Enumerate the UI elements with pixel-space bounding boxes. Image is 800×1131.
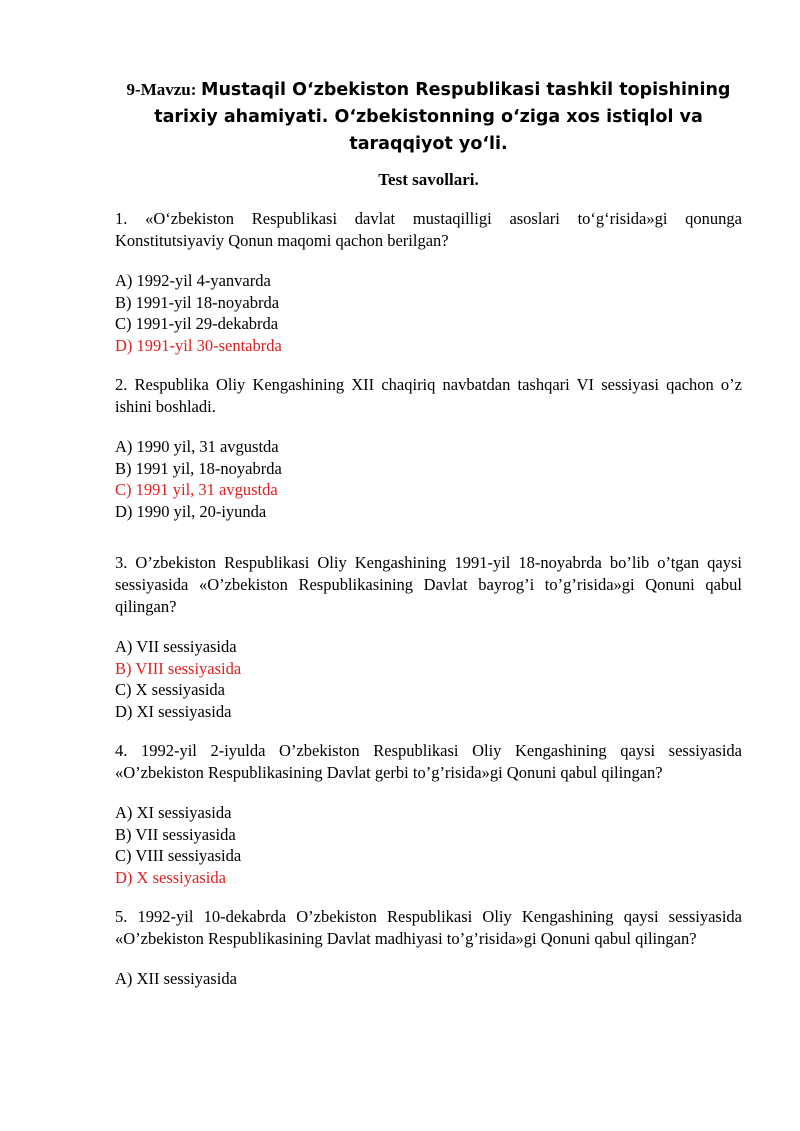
question-text: 1. «O‘zbekiston Respublikasi davlat mustaqilligi asoslari to‘g‘risida»gi qonunga Konstitutsiyaviy Qonun maqomi qachon berilgan?: [115, 209, 742, 250]
answer-options: [115, 636, 742, 722]
answer-option: D) 1990 yil, 20-iyunda: [115, 501, 267, 521]
correct-answer-option: C) 1991 yil, 31 avgustda: [115, 480, 278, 499]
question-text: 4. 1992-yil 2-iyulda O’zbekiston Respublikasi Oliy Kengashining qaysi sessiyasida «O’zbekiston Respublikasining Davlat gerbi to’g’risida»gi Qonuni qabul qilingan?: [115, 741, 742, 782]
question-list: [115, 208, 742, 990]
title-prefix: 9-Mavzu:: [126, 80, 197, 99]
answer-options: [115, 802, 742, 888]
title-text: Mustaqil O‘zbekiston Respublikasi tashkil topishining tarixiy ahamiyati. O‘zbekistonning o‘ziga xos istiqlol va taraqqiyot yo‘li.: [154, 80, 731, 154]
answer-option: A) VII sessiyasida: [115, 637, 237, 656]
correct-answer-option: D) X sessiyasida: [115, 867, 226, 887]
answer-options: [115, 968, 742, 990]
answer-option: A) XI sessiyasida: [115, 803, 232, 822]
answer-options: [115, 436, 742, 522]
answer-option: C) VIII sessiyasida: [115, 846, 242, 865]
answer-options: [115, 270, 742, 356]
answer-option: C) 1991-yil 29-dekabrda: [115, 314, 279, 333]
answer-option: A) 1992-yil 4-yanvarda: [115, 271, 271, 290]
section-subtitle: Test savollari.: [378, 170, 479, 189]
answer-option: C) X sessiyasida: [115, 680, 225, 699]
question-text: 5. 1992-yil 10-dekabrda O’zbekiston Respublikasi Oliy Kengashining qaysi sessiyasida «O’zbekiston Respublikasining Davlat madhiyasi to’g’risida»gi Qonuni qabul qilingan?: [115, 907, 742, 948]
answer-option: B) 1991-yil 18-noyabrda: [115, 292, 280, 312]
answer-option: B) 1991 yil, 18-noyabrda: [115, 458, 282, 478]
question-text: 3. O’zbekiston Respublikasi Oliy Kengashining 1991-yil 18-noyabrda bo’lib o’tgan qaysi sessiyasida «O’zbekiston Respublikasining Davlat bayrog’i to’g’risida»gi Qonuni qabul qilingan?: [115, 553, 742, 616]
answer-option: D) XI sessiyasida: [115, 701, 232, 721]
answer-option: B) VII sessiyasida: [115, 824, 236, 844]
question-text: 2. Respublika Oliy Kengashining XII chaqiriq navbatdan tashqari VI sessiyasi qachon o’z ishini boshladi.: [115, 375, 742, 416]
correct-answer-option: B) VIII sessiyasida: [115, 658, 242, 678]
answer-option: A) XII sessiyasida: [115, 969, 237, 988]
document-title: [115, 76, 742, 158]
answer-option: A) 1990 yil, 31 avgustda: [115, 437, 279, 456]
correct-answer-option: D) 1991-yil 30-sentabrda: [115, 335, 282, 355]
